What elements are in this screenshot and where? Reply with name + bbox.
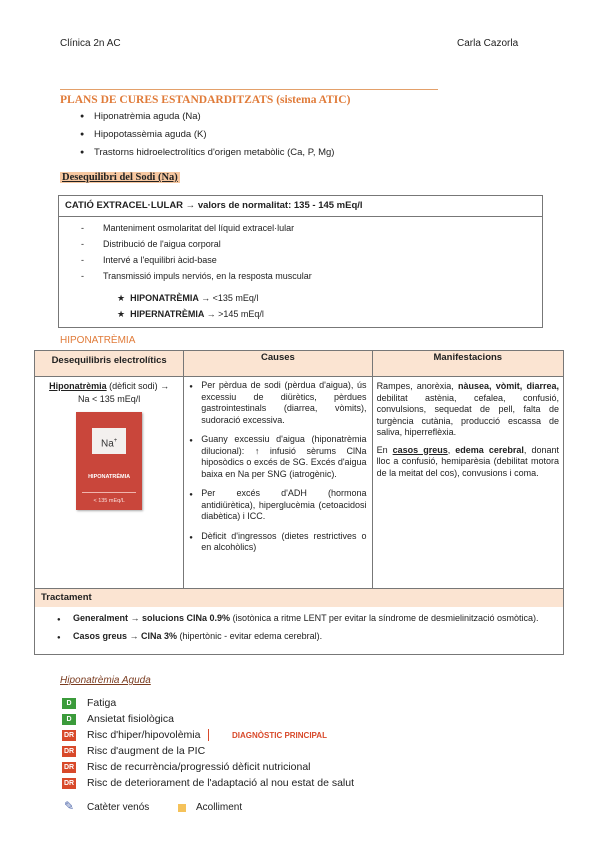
cation-item: - Manteniment osmolaritat del líquid extracel·lular: [81, 223, 295, 233]
hiponatremia-threshold: ★ HIPONATRÈMIA → <135 mEq/l: [117, 293, 259, 303]
col-header: Causes: [184, 351, 372, 377]
cation-item: - Distribució de l'aigua corporal: [81, 239, 221, 249]
principal-diagnosis-label: DIAGNÒSTIC PRINCIPAL: [232, 731, 327, 740]
electrolyte-table: [34, 350, 564, 655]
cause-item: ● Guany excessiu d'aigua (hiponatrèmia dilucional): ↑ infusió sèrums ClNa hiposòdics o excés de SG. Excés d'aigua baixa en Na per SNG (iatrogènic).: [201, 434, 366, 480]
list-item: ● Trastorns hidroelectrolítics d'origen metabòlic (Ca, P, Mg): [76, 146, 334, 164]
section-title: Desequilibri del Sodi (Na): [62, 172, 178, 183]
image-value: < 135 mEq/L: [93, 498, 125, 504]
sodium-symbol-box: Na+: [92, 428, 126, 454]
cation-item: - Intervé a l'equilibri àcid-base: [81, 255, 217, 265]
diagnosis-item-principal: Risc d'hiper/hipovolèmia: [87, 729, 209, 741]
diagnosis-badge: DR: [63, 748, 75, 755]
intro-list: [76, 110, 334, 164]
diagnosis-item: Risc d'augment de la PIC: [87, 745, 206, 757]
treatment-item: ● Generalment → solucions ClNa 0.9% (isotònica a ritme LENT per evitar la síndrome de desmielinització osmòtica).: [43, 613, 555, 625]
imbalance-desc: (dèficit sodi) →: [106, 381, 170, 391]
diagnosis-item: Risc de recurrència/progressió dèficit nutricional: [87, 761, 311, 773]
page-title: PLANS DE CURES ESTANDARDITZATS (sistema ATIC): [60, 94, 351, 106]
list-item: ● Hipopotassèmia aguda (K): [76, 128, 334, 146]
imbalance-cell: [35, 377, 184, 589]
cation-head: CATIÓ EXTRACEL·LULAR → valors de normalitat: 135 - 145 mEq/l: [59, 196, 542, 217]
manifestations-cell: [372, 377, 563, 589]
star-icon: ★: [117, 293, 126, 303]
cause-item: ● Dèficit d'ingressos (dietes restrictives o en alcohòlics): [201, 531, 366, 554]
treatment-header: Tractament: [35, 589, 563, 607]
intervention-item: Acolliment: [196, 802, 243, 813]
image-label: HIPONATRÈMIA: [88, 474, 131, 480]
pencil-icon: ✎: [64, 799, 75, 813]
col-header: Manifestacions: [372, 351, 563, 377]
severe-cases-text: En casos greus, edema cerebral, donant lloc a confusió, hemiparèsia (debilitat motora de la meitat del cos), convusions i coma.: [376, 444, 559, 478]
care-plan-title: Hiponatrèmia Aguda: [60, 675, 151, 686]
diagnosis-item: Ansietat fisiològica: [87, 713, 174, 725]
divider: [60, 89, 438, 90]
header-right: Carla Cazorla: [457, 38, 519, 49]
diagnosis-badge: DR: [63, 764, 75, 771]
causes-cell: [184, 377, 372, 589]
treatment-section: [35, 589, 564, 655]
col-header: Desequilibris electrolítics: [35, 351, 184, 377]
list-item: ● Hiponatrèmia aguda (Na): [76, 110, 334, 128]
star-icon: ★: [117, 309, 126, 319]
sodium-image: [76, 412, 142, 510]
cation-item: - Transmissió impuls nerviós, en la resposta muscular: [81, 271, 312, 281]
diagnosis-item: Fatiga: [87, 697, 117, 709]
diagnosis-badge: D: [62, 714, 76, 725]
manifestations-text: Rampes, anorèxia, nàusea, vòmit, diarrea, debilitat astènia, cefalea, confusió, convulsions, sequedat de pell, falta de turgència cutània, producció escassa de saliva, hiperreflèxia.: [376, 381, 559, 437]
cation-box: [58, 195, 543, 328]
hipernatremia-threshold: ★ HIPERNATRÈMIA → >145 mEq/l: [117, 309, 264, 319]
cause-item: ● Per pèrdua de sodi (pèrdua d'aigua), ús excessiu de diürètics, pèrdues gastrointestinals (diarrea, vòmits), sudoració excessiva.: [201, 380, 366, 426]
image-divider: [82, 492, 136, 493]
diagnosis-badge: D: [62, 698, 76, 709]
diagnosis-badge: DR: [63, 732, 75, 739]
header-left: Clínica 2n AC: [60, 38, 121, 49]
intervention-item: Catèter venós: [87, 802, 150, 813]
diagnosis-badge: DR: [63, 780, 75, 787]
hiponatremia-label: HIPONATRÈMIA: [60, 335, 136, 346]
treatment-item: ● Casos greus → ClNa 3% (hipertònic - evitar edema cerebral).: [43, 631, 555, 643]
diagnosis-item: Risc de deteriorament de l'adaptació al nou estat de salut: [87, 777, 355, 789]
square-icon: [178, 804, 186, 812]
imbalance-value: Na < 135 mEq/l: [77, 394, 141, 404]
imbalance-term: Hiponatrèmia: [49, 381, 107, 391]
cause-item: ● Per excés d'ADH (hormona antidiürètica), hiperglucèmia (cetoacidosi diabètica) i ICC.: [201, 488, 366, 523]
